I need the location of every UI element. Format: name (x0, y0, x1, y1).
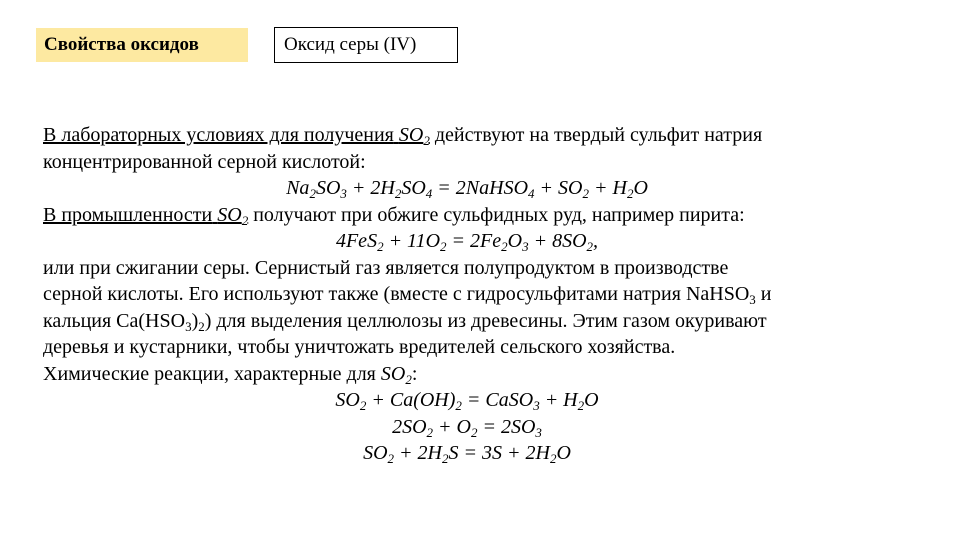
text-line-reactions: Химические реакции, характерные для $SO_2$: (43, 362, 418, 387)
equation-term: + Ca(OH) (366, 389, 456, 411)
equation-subscript: 2 (455, 398, 462, 413)
equation-subscript: 3 (340, 186, 347, 201)
equation-subscript: 2 (377, 239, 384, 254)
equation-term: = 2Fe (446, 230, 502, 252)
equation-term: , (593, 230, 599, 252)
topic-title-box: Оксид серы (IV) (274, 27, 458, 63)
equation-caoh2 (1, 387, 933, 414)
text-line-nahso3: серной кислоты. Его используют также (вместе с гидросульфитами натрия NaHSO$_3$ и (43, 283, 772, 307)
equation-h2s (1, 440, 933, 467)
equation-pyrite (1, 228, 933, 255)
equation-subscript: 2 (309, 186, 316, 201)
equation-subscript: 2 (586, 239, 594, 254)
equation-term: + O (433, 415, 471, 438)
equation-term: + 2H (394, 442, 442, 464)
equation-term: + H (588, 177, 627, 199)
equation-subscript: 2 (501, 239, 508, 254)
paragraph-industry (43, 202, 933, 229)
equation-subscript: 2 (549, 451, 557, 466)
equation-term: Na (286, 177, 310, 199)
equation-subscript: 3 (533, 398, 540, 413)
equation-subscript: 4 (528, 186, 535, 201)
document-body (43, 122, 933, 467)
equation-term: 2SO (392, 415, 427, 438)
equation-term: O (507, 230, 523, 252)
equation-term: = 2NaHSO (432, 177, 529, 199)
equation-term: SO (335, 389, 360, 411)
text-line-sulfur: или при сжигании серы. Сернистый газ является полупродуктом в производстве (43, 256, 729, 279)
industry-lead: В промышленности $SO_2$ (43, 203, 249, 228)
equation-subscript: 2 (359, 398, 367, 413)
text-line-trees: деревья и кустарники, чтобы уничтожать вредителей сельского хозяйства. (43, 336, 676, 358)
industry-rest: получают при обжиге сульфидных руд, например пирита: (248, 203, 745, 226)
equation-subscript: 4 (425, 186, 433, 201)
equation-term: SO (401, 177, 426, 199)
equation-subscript: 2 (626, 186, 634, 201)
equation-term: S = 3S + 2H (448, 442, 550, 464)
section-label: Свойства оксидов (36, 28, 248, 62)
equation-term: = CaSO (461, 389, 534, 411)
equation-lab (1, 175, 933, 202)
equation-term: O (584, 389, 599, 411)
equation-term: O (556, 442, 571, 464)
equation-term: + 8SO (528, 230, 587, 252)
equation-subscript: 2 (387, 451, 395, 466)
equation-term: + 2H (346, 177, 395, 199)
equation-subscript: 2 (440, 239, 447, 254)
equation-subscript: 2 (582, 186, 589, 201)
equation-oxidation (1, 414, 933, 441)
equation-term: + SO (534, 177, 583, 199)
equation-term: = 2SO (477, 415, 536, 438)
equation-subscript: 2 (394, 186, 402, 201)
text-line-cahso3: кальция $Ca(HSO_3)_2$) для выделения целлюлозы из древесины. Этим газом окуривают (43, 309, 767, 334)
equation-subscript: 3 (535, 424, 542, 440)
equation-term: + H (539, 389, 578, 411)
equation-subscript: 2 (426, 424, 434, 440)
equation-term: O (633, 177, 648, 199)
paragraph-lab-line2: концентрированной серной кислотой: (43, 150, 366, 173)
equation-term: 4FeS (335, 230, 378, 252)
equation-subscript: 2 (470, 424, 478, 440)
paragraph-lab-line1 (43, 122, 933, 149)
equation-term: SO (315, 177, 341, 199)
lab-rest: действуют на твердый сульфит натрия (429, 124, 763, 146)
equation-subscript: 2 (442, 451, 449, 466)
equation-term: SO (363, 442, 388, 464)
equation-term: + 11O (383, 230, 441, 252)
lab-lead: В лабораторных условиях для получения $SO_2$ (43, 124, 430, 148)
equation-subscript: 3 (522, 239, 529, 254)
equation-subscript: 2 (577, 398, 585, 413)
